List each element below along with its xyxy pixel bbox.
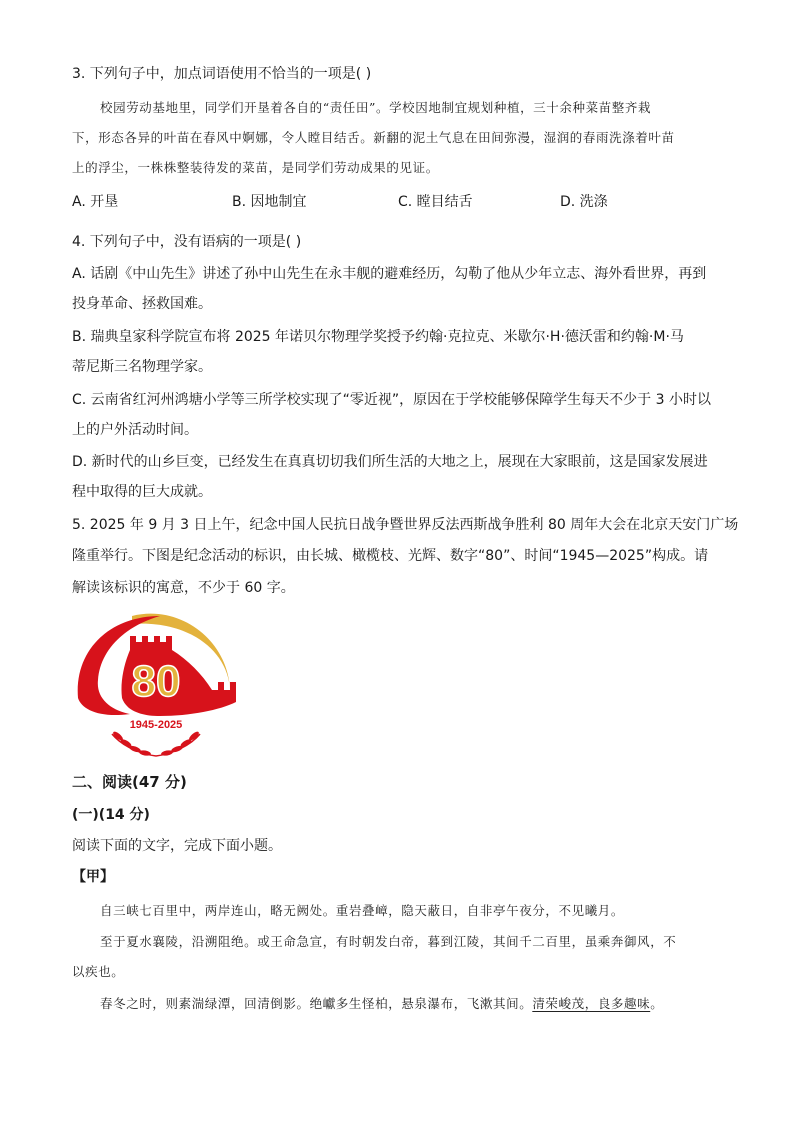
q3-passage-line: 校园劳动基地里，同学们开垦着各自的“责任田”。学校因地制宜规划种植，三十余种菜苗整齐栽 <box>100 100 652 115</box>
section-title: 二、阅读(47 分) <box>72 773 187 791</box>
q4-option-b-cont: 蒂尼斯三名物理学家。 <box>72 359 212 375</box>
passage-label: 【甲】 <box>72 869 114 885</box>
q5-stem-line: 解读该标识的寓意，不少于 60 字。 <box>72 580 295 596</box>
section-instruction: 阅读下面的文字，完成下面小题。 <box>72 838 282 854</box>
q4-option-a: A. 话剧《中山先生》讲述了孙中山先生在永丰舰的避难经历，勾勒了他从少年立志、海外看世界，再到 <box>72 266 707 282</box>
q5-stem-line: 5. 2025 年 9 月 3 日上午，纪念中国人民抗日战争暨世界反法西斯战争胜利 80 周年大会在北京天安门广场 <box>72 517 739 533</box>
q3-passage-line: 上的浮尘，一株株整装待发的菜苗，是同学们劳动成果的见证。 <box>72 160 439 175</box>
classical-passage-line: 至于夏水襄陵，沿溯阻绝。或王命急宣，有时朝发白帝，暮到江陵，其间千二百里，虽乘奔御风，不 <box>100 934 677 949</box>
q4-option-c: C. 云南省红河州鸿塘小学等三所学校实现了“零近视”，原因在于学校能够保障学生每天不少于 3 小时以 <box>72 392 711 408</box>
q3-option-d: D. 洗涤 <box>560 194 608 210</box>
logo-years: 1945-2025 <box>129 719 183 731</box>
section-part: (一)(14 分) <box>72 807 150 823</box>
q4-option-c-cont: 上的户外活动时间。 <box>72 422 198 438</box>
passage-text: 春冬之时，则素湍绿潭，回清倒影。绝巘多生怪柏，悬泉瀑布，飞漱其间。 <box>100 996 533 1011</box>
olive-branch-icon <box>112 730 200 756</box>
anniversary-logo <box>70 610 240 760</box>
q3-option-a: A. 开垦 <box>72 194 119 210</box>
q3-stem: 3. 下列句子中，加点词语使用不恰当的一项是( ) <box>72 66 372 82</box>
q4-option-d-cont: 程中取得的巨大成就。 <box>72 484 212 500</box>
passage-end: 。 <box>650 996 664 1011</box>
q5-stem-line: 隆重举行。下图是纪念活动的标识，由长城、橄榄枝、光辉、数字“80”、时间“1945—2025”构成。请 <box>72 548 709 564</box>
q4-option-a-cont: 投身革命、拯救国难。 <box>72 296 212 312</box>
q4-stem: 4. 下列句子中，没有语病的一项是( ) <box>72 234 302 250</box>
q4-option-b: B. 瑞典皇家科学院宣布将 2025 年诺贝尔物理学奖授予约翰·克拉克、米歇尔·H·德沃雷和约翰·M·马 <box>72 329 684 345</box>
q3-option-b: B. 因地制宜 <box>232 194 307 210</box>
q4-option-d: D. 新时代的山乡巨变，已经发生在真真切切我们所生活的大地之上，展现在大家眼前，这是国家发展进 <box>72 454 708 470</box>
logo-number: 80 <box>131 657 181 706</box>
classical-passage-line: 以疾也。 <box>72 964 125 979</box>
q3-passage-line: 下，形态各异的叶苗在春风中婀娜，令人瞠目结舌。新翻的泥土气息在田间弥漫，湿润的春雨洗涤着叶苗 <box>72 130 675 145</box>
classical-passage-line: 自三峡七百里中，两岸连山，略无阙处。重岩叠嶂，隐天蔽日，自非亭午夜分，不见曦月。 <box>100 903 625 918</box>
q3-option-c: C. 瞠目结舌 <box>398 194 473 210</box>
underlined-phrase: 清荣峻茂，良多趣味 <box>532 996 651 1011</box>
classical-passage-line-last <box>100 994 663 1014</box>
